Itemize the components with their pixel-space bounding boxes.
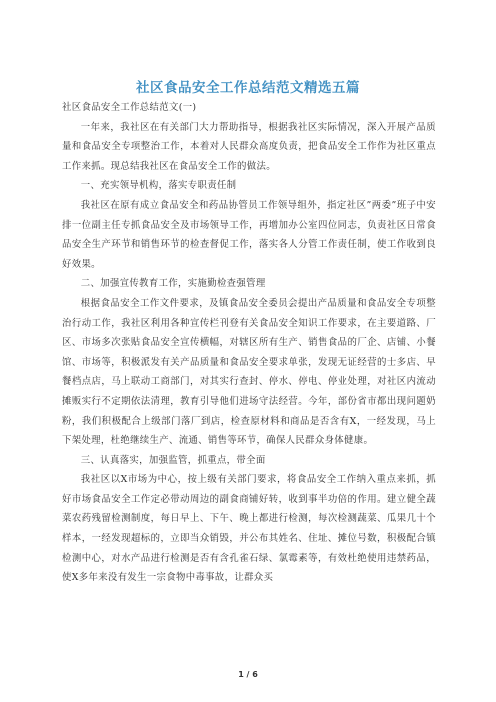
- section-heading-2: 二、加强宣传教育工作，实施勤检查强管理: [80, 278, 266, 290]
- paragraph-1: 我社区在原有成立食品安全和药品协管员工作领导组外，指定社区”两委”班子中安排一位副主任专抓食品安全及市场领导工作，再增加办公室四位同志，负责社区日常食品安全生产环节和销售环节的检查督促工作，落实各人分管工作责任制，使工作收到良好效果。: [62, 199, 436, 270]
- paragraph-2: 根据食品安全工作文件要求，及镇食品安全委员会提出产品质量和食品安全专项整治行动工作，我社区利用各种宣传栏刊登有关食品安全知识工作要求，在主要道路、厂区、市场多次张贴食品安全宣传横幅，对辖区所有生产、销售食品的厂企、店铺、小餐馆、市场等，积极派发有关产品质量和食品安全要求单张，发现无证经营的士多店、早餐档点店，马上联动工商部门，对其实行查封、停水、停电、停业处理，对社区内流动摊贩实行不定期依法清理，教育引导他们进场守法经营。今年，部份省市都出现问题奶粉，我们积极配合上级部门落厂到店，检查原材料和商品是否含有X，一经发现，马上下架处理，杜绝继续生产、流通、销售等环节，确保人民群众身体健康。: [62, 297, 436, 447]
- paragraph-3: 我社区以X市场为中心，按上级有关部门要求，将食品安全工作纳入重点来抓，抓好市场食品安全工作定必带动周边的副食商铺好转，收到事半功倍的作用。建立健全蔬菜农药残留检测制度，每日早上、下午、晚上都进行检测，每次检测蔬菜、瓜果几十个样本，一经发现超标的，立即当众销毁，并公布其姓名、住址、摊位号数，积极配合镇检测中心，对水产品进行检测是否有含孔雀石绿、氯霉素等，有效杜绝使用违禁药品，使X多年来没有发生一宗食物中毒事故，让群众买: [62, 474, 436, 584]
- section-subtitle: 社区食品安全工作总结范文(一): [62, 102, 197, 113]
- page-number: 1 / 6: [238, 670, 258, 679]
- document-title: 社区食品安全工作总结范文精选五篇: [136, 80, 360, 96]
- paragraph-intro: 一年来，我社区在有关部门大力帮助指导，根据我社区实际情况，深入开展产品质量和食品安全专项整治工作，本着对人民群众高度负责，把食品安全工作作为社区重点工作来抓。现总结我社区在食品安全工作的做法。: [62, 121, 436, 172]
- section-heading-1: 一、充实领导机构，落实专职责任制: [80, 180, 237, 192]
- section-heading-3: 三、认真落实，加强监管，抓重点，带全面: [80, 454, 266, 466]
- document-body: [62, 98, 436, 588]
